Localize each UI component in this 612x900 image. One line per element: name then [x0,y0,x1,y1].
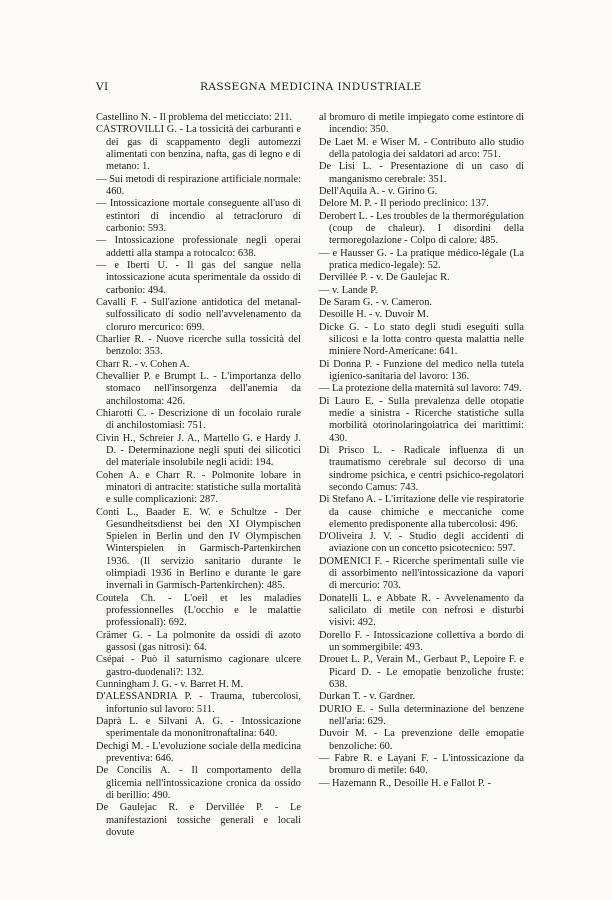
index-entry: Di Stefano A. - L'irritazione delle vie respiratorie da cause chimiche e meccaniche come elemento predisponente alla tubercolosi: 496. [319,494,524,530]
index-entry: Castellino N. - Il problema del meticciato: 211. [96,112,293,123]
index-entry: De Saram G. - v. Cameron. [319,296,433,308]
index-entry: Donatelli L. e Abbate R. - Avvelenamento da salicilato di metile con nefrosi e disturbi visivi: 492. [319,592,524,629]
index-entry: Conti L., Baader E. W. e Schultze - Der Gesundheitsdienst bei den XI Olympischen Spielen in Berlin und den IV Olympischen Winterspielen in Garmisch-Partenkirchen 1936. (Il servizio sanitario durante le olimpiadi 1936 in Berlino e durante le gare invernali in Garmisch-Partenkirchen): 485. [96,506,301,592]
index-column-right [319,112,524,790]
index-entry: Drouet L. P., Verain M., Gerbaut P., Lepoire F. e Picard D. - Le emopatie benzoliche fruste: 638. [319,654,524,691]
index-entry: — v. Lande P. [319,284,378,296]
index-entry: — La protezione della maternità sul lavoro: 749. [319,383,522,395]
index-entry: Cavalli F. - Sull'azione antidotica del metanal-sulfossilicato di sodio nell'avvelenamento da cloruro mercurico: 699. [96,296,301,333]
index-entry: al bromuro di metile impiegato come estintore di incendio: 350. [319,112,524,136]
index-entry: Crämer G. - La polmonite da ossidi di azoto gassosi (gas nitrosi): 64. [96,629,301,654]
index-entry: Delore M. P. - Il periodo preclinico: 137. [319,198,489,210]
index-entry: Daprà L. e Silvani A. G. - Intossicazione sperimentale da mononitronaftalina: 640. [96,716,301,740]
index-entry: DOMENICI F. - Ricerche sperimentali sulle vie di assorbimento nell'intossicazione da vapori di mercurio: 703. [319,555,524,592]
index-entry: Dechigi M. - L'evoluzione sociale della medicina preventiva: 646. [96,740,301,765]
index-entry: Dell'Aquila A. - v. Girino G. [319,185,438,197]
index-entry: — Sui metodi di respirazione artificiale normale: 460. [96,173,301,197]
index-entry: Cunningham J. G. - v. Barret H. M. [96,679,244,691]
index-entry: Durkan T. - v. Gardner. [319,691,416,703]
index-column-left [96,112,301,839]
index-entry: Derobert L. - Les troubles de la thermorégulation (coup de chaleur). I disordini della termoregolazione - Colpo di calore: 485. [319,210,524,247]
index-entry: Coutela Ch. - L'oeil et les maladies professionnelles (L'occhio e le malattie professionali): 692. [96,592,301,629]
index-entry: DURIO E. - Sulla determinazione del benzene nell'aria: 629. [319,703,524,728]
index-entry: Charr R. - v. Cohen A. [96,358,190,370]
running-title: RASSEGNA MEDICINA INDUSTRIALE [200,81,422,93]
index-entry: — e Iberti U. - Il gas del sangue nella intossicazione acuta sperimentale da ossido di carbonio: 494. [96,259,301,296]
index-entry: Dicke G. - Lo stato degli studi eseguiti sulla silicosi e la lotta contro questa malattia nelle miniere Nord-Americane: 641. [319,321,524,358]
index-entry: Csépai - Può il saturnismo cagionare ulcere gastro-duodenali?: 132. [96,654,301,678]
index-entry: — Intossicazione professionale negli operai addetti alla stampa a rotocalco: 638. [96,235,301,259]
index-entry: D'Oliveira J. V. - Studio degli accidenti di aviazione con un concetto psicotecnico: 597. [319,531,524,555]
index-entry: Duvoir M. - La prevenzione delle emopatie benzoliche: 60. [319,728,524,752]
index-entry: Chiarotti C. - Descrizione di un focolaio rurale di anchilostomiasi: 751. [96,407,301,432]
index-entry: Di Donna P. - Funzione del medico nella tutela igienico-sanitaria del lavoro: 136. [319,358,524,382]
index-entry: Cohen A. e Charr R. - Polmonite lobare in minatori di antracite: statistiche sulla mortalità e sulle complicazioni: 287. [96,469,301,506]
index-entry: Dervillée P. - v. De Gaulejac R. [319,272,450,284]
index-entry: Di Prisco L. - Radicale influenza di un traumatismo cerebrale sul decorso di una sindrome psichica, e centri psichico-regolatori secondo Camus: 743. [319,444,524,493]
index-entry: Civin H., Schreier J. A., Martello G. e Hardy J. D. - Determinazione negli sputi dei silicotici del materiale insolubile negli acidi: 194. [96,432,301,469]
index-entry: CASTROVILLI G. - La tossicità dei carburanti e dei gas di scappamento degli automezzi alimentati con benzina, nafta, gas di legno e di metano: 1. [96,124,301,173]
index-entry: Chevallier P. e Brumpt L. - L'importanza dello stomaco nell'insorgenza dell'anemia da anchilostoma: 426. [96,370,301,407]
index-entry: — Intossicazione mortale conseguente all'uso di estintori di incendio al tetracloruro di carbonio: 593. [96,198,301,234]
running-header [96,81,520,95]
index-entry: Desoille H. - v. Duvoir M. [319,309,429,321]
index-entry: — e Hausser G. - La pratique médico-légale (La pratica medico-legale): 52. [319,247,524,271]
index-entry: — Fabre R. e Layani F. - L'intossicazione da bromuro di metile: 640. [319,753,524,777]
index-entry: De Gaulejac R. e Dervillée P. - Le manifestazioni tossiche generali e locali dovute [96,802,301,839]
index-entry: Charlier R. - Nuove ricerche sulla tossicità del benzolo: 353. [96,333,301,358]
index-entry: De Lisi L. - Presentazione di un caso di manganismo cerebrale: 351. [319,161,524,185]
index-entry: Dorello F. - Intossicazione collettiva a bordo di un sommergibile: 493. [319,629,524,654]
index-entry: Di Lauro E. - Sulla prevalenza delle otopatie medie a sinistra - Ricerche statistiche sulla morbilità otorinolaringoiatrica dei marittimi: 430. [319,395,524,444]
page-number: VI [96,81,109,93]
index-entry: — Hazemann R., Desoille H. e Fallot P. - [319,777,491,789]
index-entry: De Concilis A. - Il comportamento della glicemia nell'intossicazione cronica da ossido di berillio: 490. [96,765,301,802]
index-entry: De Laet M. e Wiser M. - Contributo allo studio della patologia dei saldatori ad arco: 751. [319,136,524,160]
index-entry: D'ALESSANDRIA P. - Trauma, tubercolosi, infortunio sul lavoro: 511. [96,691,301,715]
